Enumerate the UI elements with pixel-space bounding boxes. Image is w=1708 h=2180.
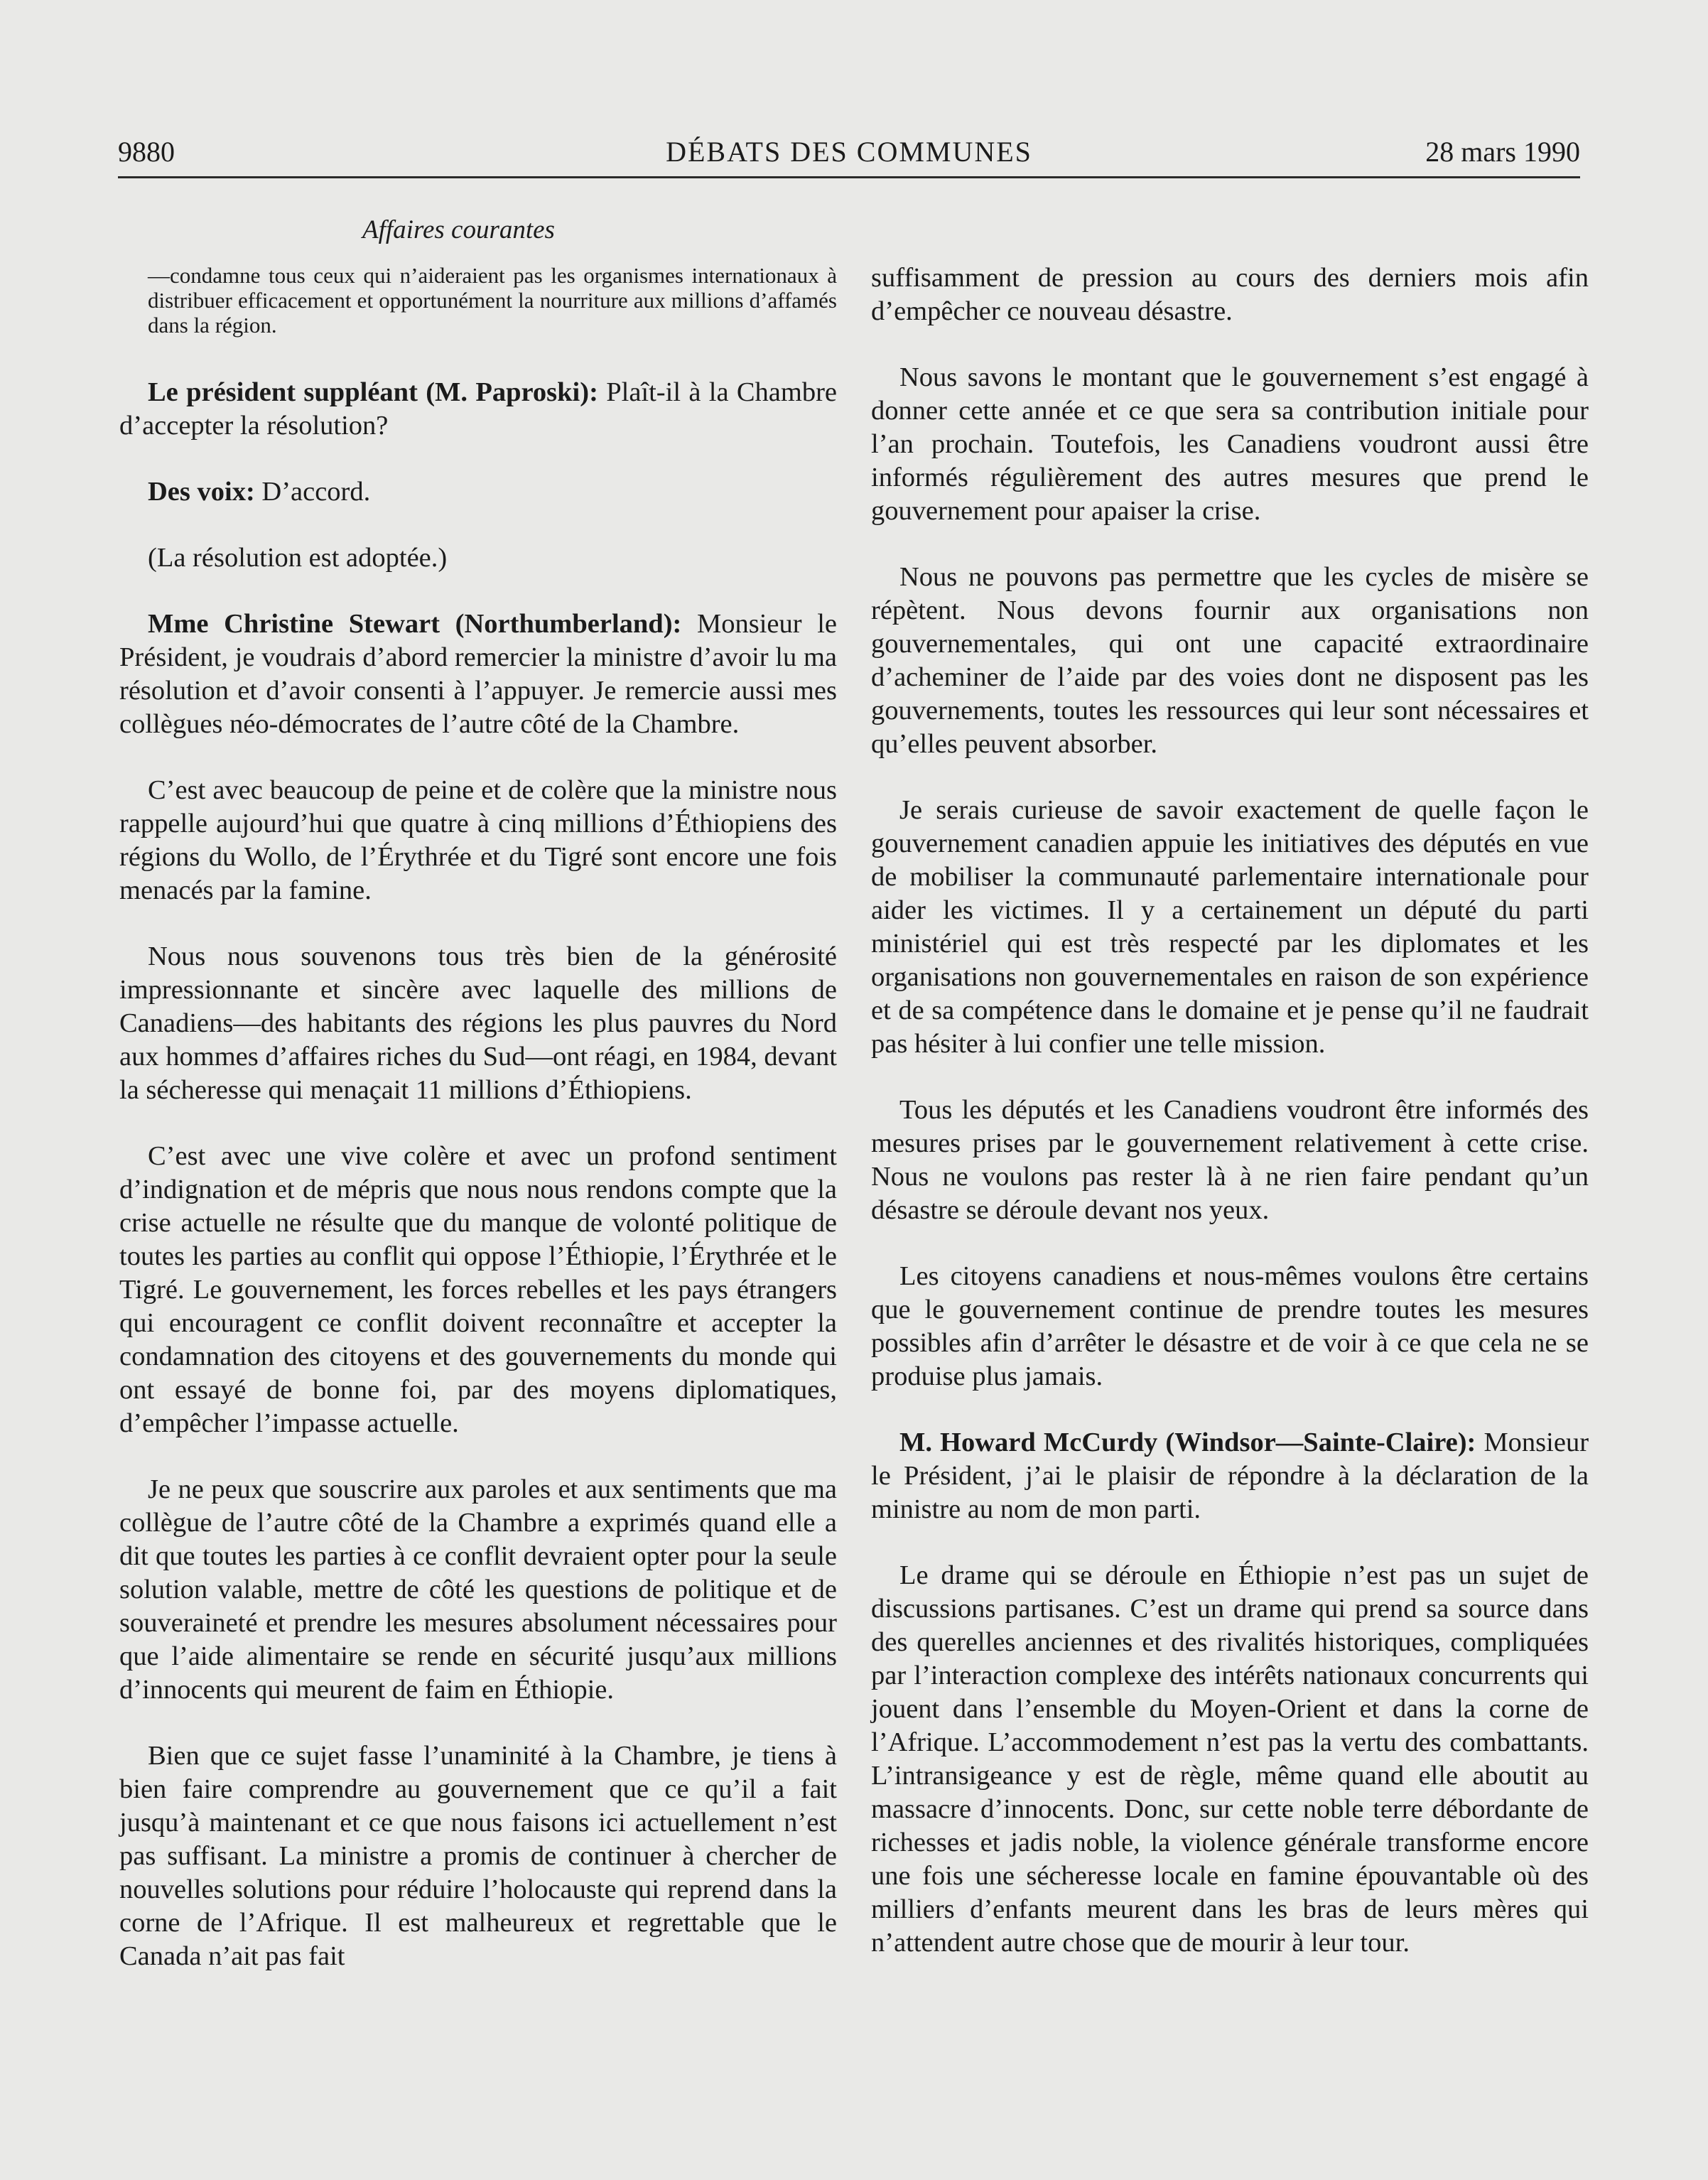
speaker-name: Le président suppléant (M. Paproski): (148, 377, 598, 407)
paragraph: C’est avec beaucoup de peine et de colère que la ministre nous rappelle aujourd’hui que quatre à cinq millions d’Éthiopiens des régions du Wollo, de l’Érythrée et du Tigré sont encore une fois menacés par la famine. (119, 775, 837, 905)
motion-text: —condamne tous ceux qui n’aideraient pas les organismes internationaux à distribuer efficacement et opportunément la nourriture aux millions d’affamés dans la région. (148, 263, 837, 338)
paragraph (119, 608, 837, 741)
paragraph-text: D’accord. (261, 477, 371, 507)
paragraph-continued: suffisamment de pression au cours des derniers mois afin d’empêcher ce nouveau désastre. (871, 263, 1589, 326)
paragraph: Nous nous souvenons tous très bien de la générosité impressionnante et sincère avec laquelle des millions de Canadiens—des habitants des régions les plus pauvres du Nord aux hommes d’affaires riches du Sud—ont réagi, en 1984, devant la sécheresse qui menaçait 11 millions d’Éthiopiens. (119, 941, 837, 1105)
paragraph: Nous ne pouvons pas permettre que les cycles de misère se répètent. Nous devons fournir aux organisations non gouvernementales, qui ont une capacité extraordinaire d’acheminer de l’aide par des voies dont ne disposent pas les gouvernements, toutes les ressources qui leur sont nécessaires et qu’elles peuvent absorber. (871, 562, 1589, 759)
paragraph-text: Monsieur le Président, j’ai le plaisir de répondre à la déclaration de la ministre au nom de mon parti. (871, 1428, 1589, 1524)
paragraph: Bien que ce sujet fasse l’unaminité à la Chambre, je tiens à bien faire comprendre au gouvernement que ce qu’il a fait jusqu’à maintenant et ce que nous faisons ici actuellement n’est pas suffisant. La ministre a promis de continuer à chercher de nouvelles solutions pour réduire l’holocauste qui reprend dans la corne de l’Afrique. Il est malheureux et regrettable que le Canada n’ait pas fait (119, 1741, 837, 1971)
paragraph: Le drame qui se déroule en Éthiopie n’est pas un sujet de discussions partisanes. C’est un drame qui prend sa source dans des querelles anciennes et des rivalités historiques, compliquées par l’interaction complexe des intérêts nationaux concurrents qui jouent dans l’ensemble du Moyen-Orient et dans la corne de l’Afrique. L’accommodement n’est pas la vertu des combattants. L’intransigeance y est de règle, même quand elle aboutit au massacre d’innocents. Donc, sur cette noble terre débordante de richesses et jadis noble, la violence générale transforme encore une fois une sécheresse locale en famine épouvantable où des milliers d’enfants meurent dans les bras de leurs mères qui n’attendent autre chose que de mourir à leur tour. (871, 1560, 1589, 1958)
speaker-name: Mme Christine Stewart (Northumberland): (148, 609, 682, 639)
page-title: DÉBATS DES COMMUNES (666, 136, 1032, 168)
speaker-name: Des voix: (148, 477, 255, 507)
paragraph: Les citoyens canadiens et nous-mêmes voulons être certains que le gouvernement continue de prendre toutes les mesures possibles afin d’arrêter le désastre et de voir à ce que cela ne se produise plus jamais. (871, 1261, 1589, 1391)
page-header (118, 135, 1580, 178)
paragraph: Nous savons le montant que le gouvernement s’est engagé à donner cette année et ce que sera sa contribution initiale pour l’an prochain. Toutefois, les Canadiens voudront aussi être informés régulièrement des autres mesures que prend le gouvernement pour apaiser la crise. (871, 362, 1589, 526)
page-number: 9880 (118, 136, 175, 168)
left-column (119, 263, 837, 2006)
paragraph: Je ne peux que souscrire aux paroles et aux sentiments que ma collègue de l’autre côté de la Chambre a exprimés quand elle a dit que toutes les parties à ce conflit devraient opter pour la seule solution valable, mettre de côté les questions de politique et de souveraineté et prendre les mesures absolument nécessaires pour que l’aide alimentaire se rende en sécurité jusqu’aux millions d’innocents qui meurent de faim en Éthiopie. (119, 1474, 837, 1705)
paragraph: Je serais curieuse de savoir exactement de quelle façon le gouvernement canadien appuie les initiatives des députés en vue de mobiliser la communauté parlementaire internationale pour aider les victimes. Il y a certainement un député du parti ministériel qui est très respecté par les diplomates et les organisations non gouvernementales en raison de son expérience et de sa compétence dans le domaine et je pense qu’il ne faudrait pas hésiter à lui confier une telle mission. (871, 795, 1589, 1059)
right-column (871, 261, 1589, 1992)
section-title: Affaires courantes (362, 215, 555, 244)
speaker-name: M. Howard McCurdy (Windsor—Sainte-Claire): (899, 1428, 1476, 1457)
paragraph: C’est avec une vive colère et avec un profond sentiment d’indignation et de mépris que nous nous rendons compte que la crise actuelle ne résulte que du manque de volonté politique de toutes les parties au conflit qui oppose l’Éthiopie, l’Érythrée et le Tigré. Le gouvernement, les forces rebelles et les pays étrangers qui encouragent ce conflit doivent reconnaître et accepter la condamnation des citoyens et des gouvernements du monde qui ont essayé de bonne foi, par des moyens diplomatiques, d’empêcher l’impasse actuelle. (119, 1141, 837, 1438)
paragraph: (La résolution est adoptée.) (148, 543, 448, 573)
paragraph-text: Plaît-il à la Chambre d’accepter la résolution? (119, 377, 837, 441)
paragraph (119, 475, 837, 509)
paragraph (871, 1426, 1589, 1526)
paragraph (119, 376, 837, 443)
page-date: 28 mars 1990 (1425, 136, 1580, 168)
paragraph-text: Monsieur le Président, je voudrais d’abord remercier la ministre d’avoir lu ma résolution et d’avoir consenti à l’appuyer. Je remercie aussi mes collègues néo-démocrates de l’autre côté de la Chambre. (119, 609, 838, 739)
paragraph: Tous les députés et les Canadiens voudront être informés des mesures prises par le gouvernement relativement à cette crise. Nous ne voulons pas rester là à ne rien faire pendant qu’un désastre se déroule devant nos yeux. (871, 1095, 1589, 1225)
